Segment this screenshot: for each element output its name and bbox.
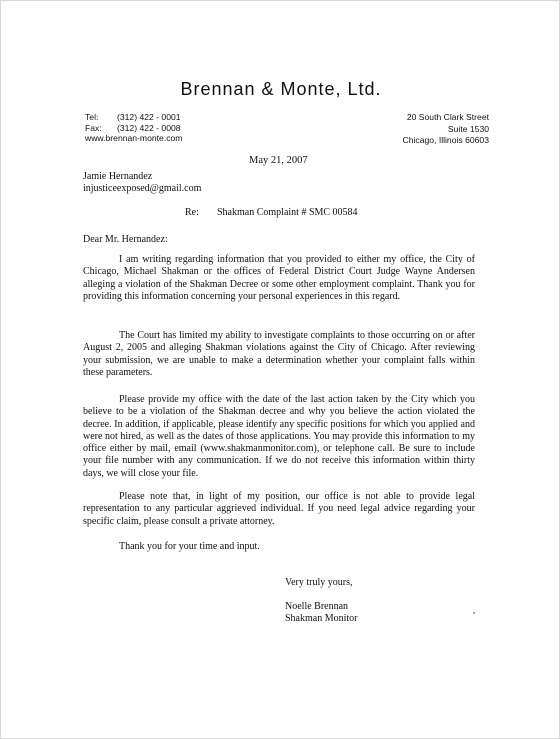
signature-block (285, 601, 358, 625)
address-block (403, 112, 489, 147)
recipient-name: Jamie Hernandez (83, 171, 153, 182)
body-paragraph: The Court has limited my ability to investigate complaints to those occurring on or after August 2, 2005 and alleging Shakman violations against the City of Chicago. After reviewing your submission, we are unable to make a determination whether your complaint falls within these parameters. (83, 330, 475, 378)
signer-name: Noelle Brennan (285, 601, 349, 612)
address-line-1: 20 South Clark Street (406, 112, 489, 122)
scan-speck (473, 612, 475, 614)
closing: Very truly yours, (285, 577, 353, 588)
body-paragraph: Please note that, in light of my position, our office is not able to provide legal representation to any particular aggrieved individual. If you need legal advice regarding your specific claim, please consult a private attorney. (83, 491, 475, 527)
re-label: Re: (185, 207, 199, 218)
firm-name: Brennan & Monte, Ltd. (180, 79, 382, 99)
website: www.brennan-monte.com (85, 133, 183, 144)
recipient-block (83, 171, 201, 195)
tel-value: (312) 422 - 0001 (117, 112, 181, 122)
body-paragraph: I am writing regarding information that you provided to either my office, the City of Chicago, Michael Shakman or the offices of Federal District Court Judge Wayne Andersen alleging a violation of the Shakman Decree or some other employment complaint. Thank you for providing this information concerning your personal experiences in this regard. (83, 254, 475, 302)
fax-row (85, 123, 182, 134)
subject-line (185, 207, 358, 218)
fax-value: (312) 422 - 0008 (117, 122, 181, 133)
body-paragraph: Please provide my office with the date of the last action taken by the City which you believe to be a violation of the Shakman decree and why you believe the action violated the decree. In addition, if applicable, please identify any specific positions for which you applied and were not hired, as well as the dates of those applications. You may provide this information to my office either by mail, email (www.shakmanmonitor.com), or telephone call. Be sure to include your file number with any communication. If we do not receive this information within thirty days, we will close your file. (83, 394, 475, 479)
fax-label: Fax: (85, 122, 102, 133)
re-subject: Shakman Complaint # SMC 00584 (217, 207, 358, 218)
recipient-email: injusticeexposed@gmail.com (83, 183, 202, 194)
telephone-row (85, 112, 182, 123)
tel-label: Tel: (85, 112, 99, 122)
contact-block (85, 112, 182, 144)
address-line-3: Chicago, Illinois 60603 (402, 135, 489, 145)
signer-title: Shakman Monitor (285, 613, 358, 624)
address-line-2: Suite 1530 (447, 123, 489, 134)
body-paragraph: Thank you for your time and input. (119, 541, 260, 552)
salutation: Dear Mr. Hernandez: (83, 234, 168, 245)
letter-date: May 21, 2007 (249, 155, 308, 166)
